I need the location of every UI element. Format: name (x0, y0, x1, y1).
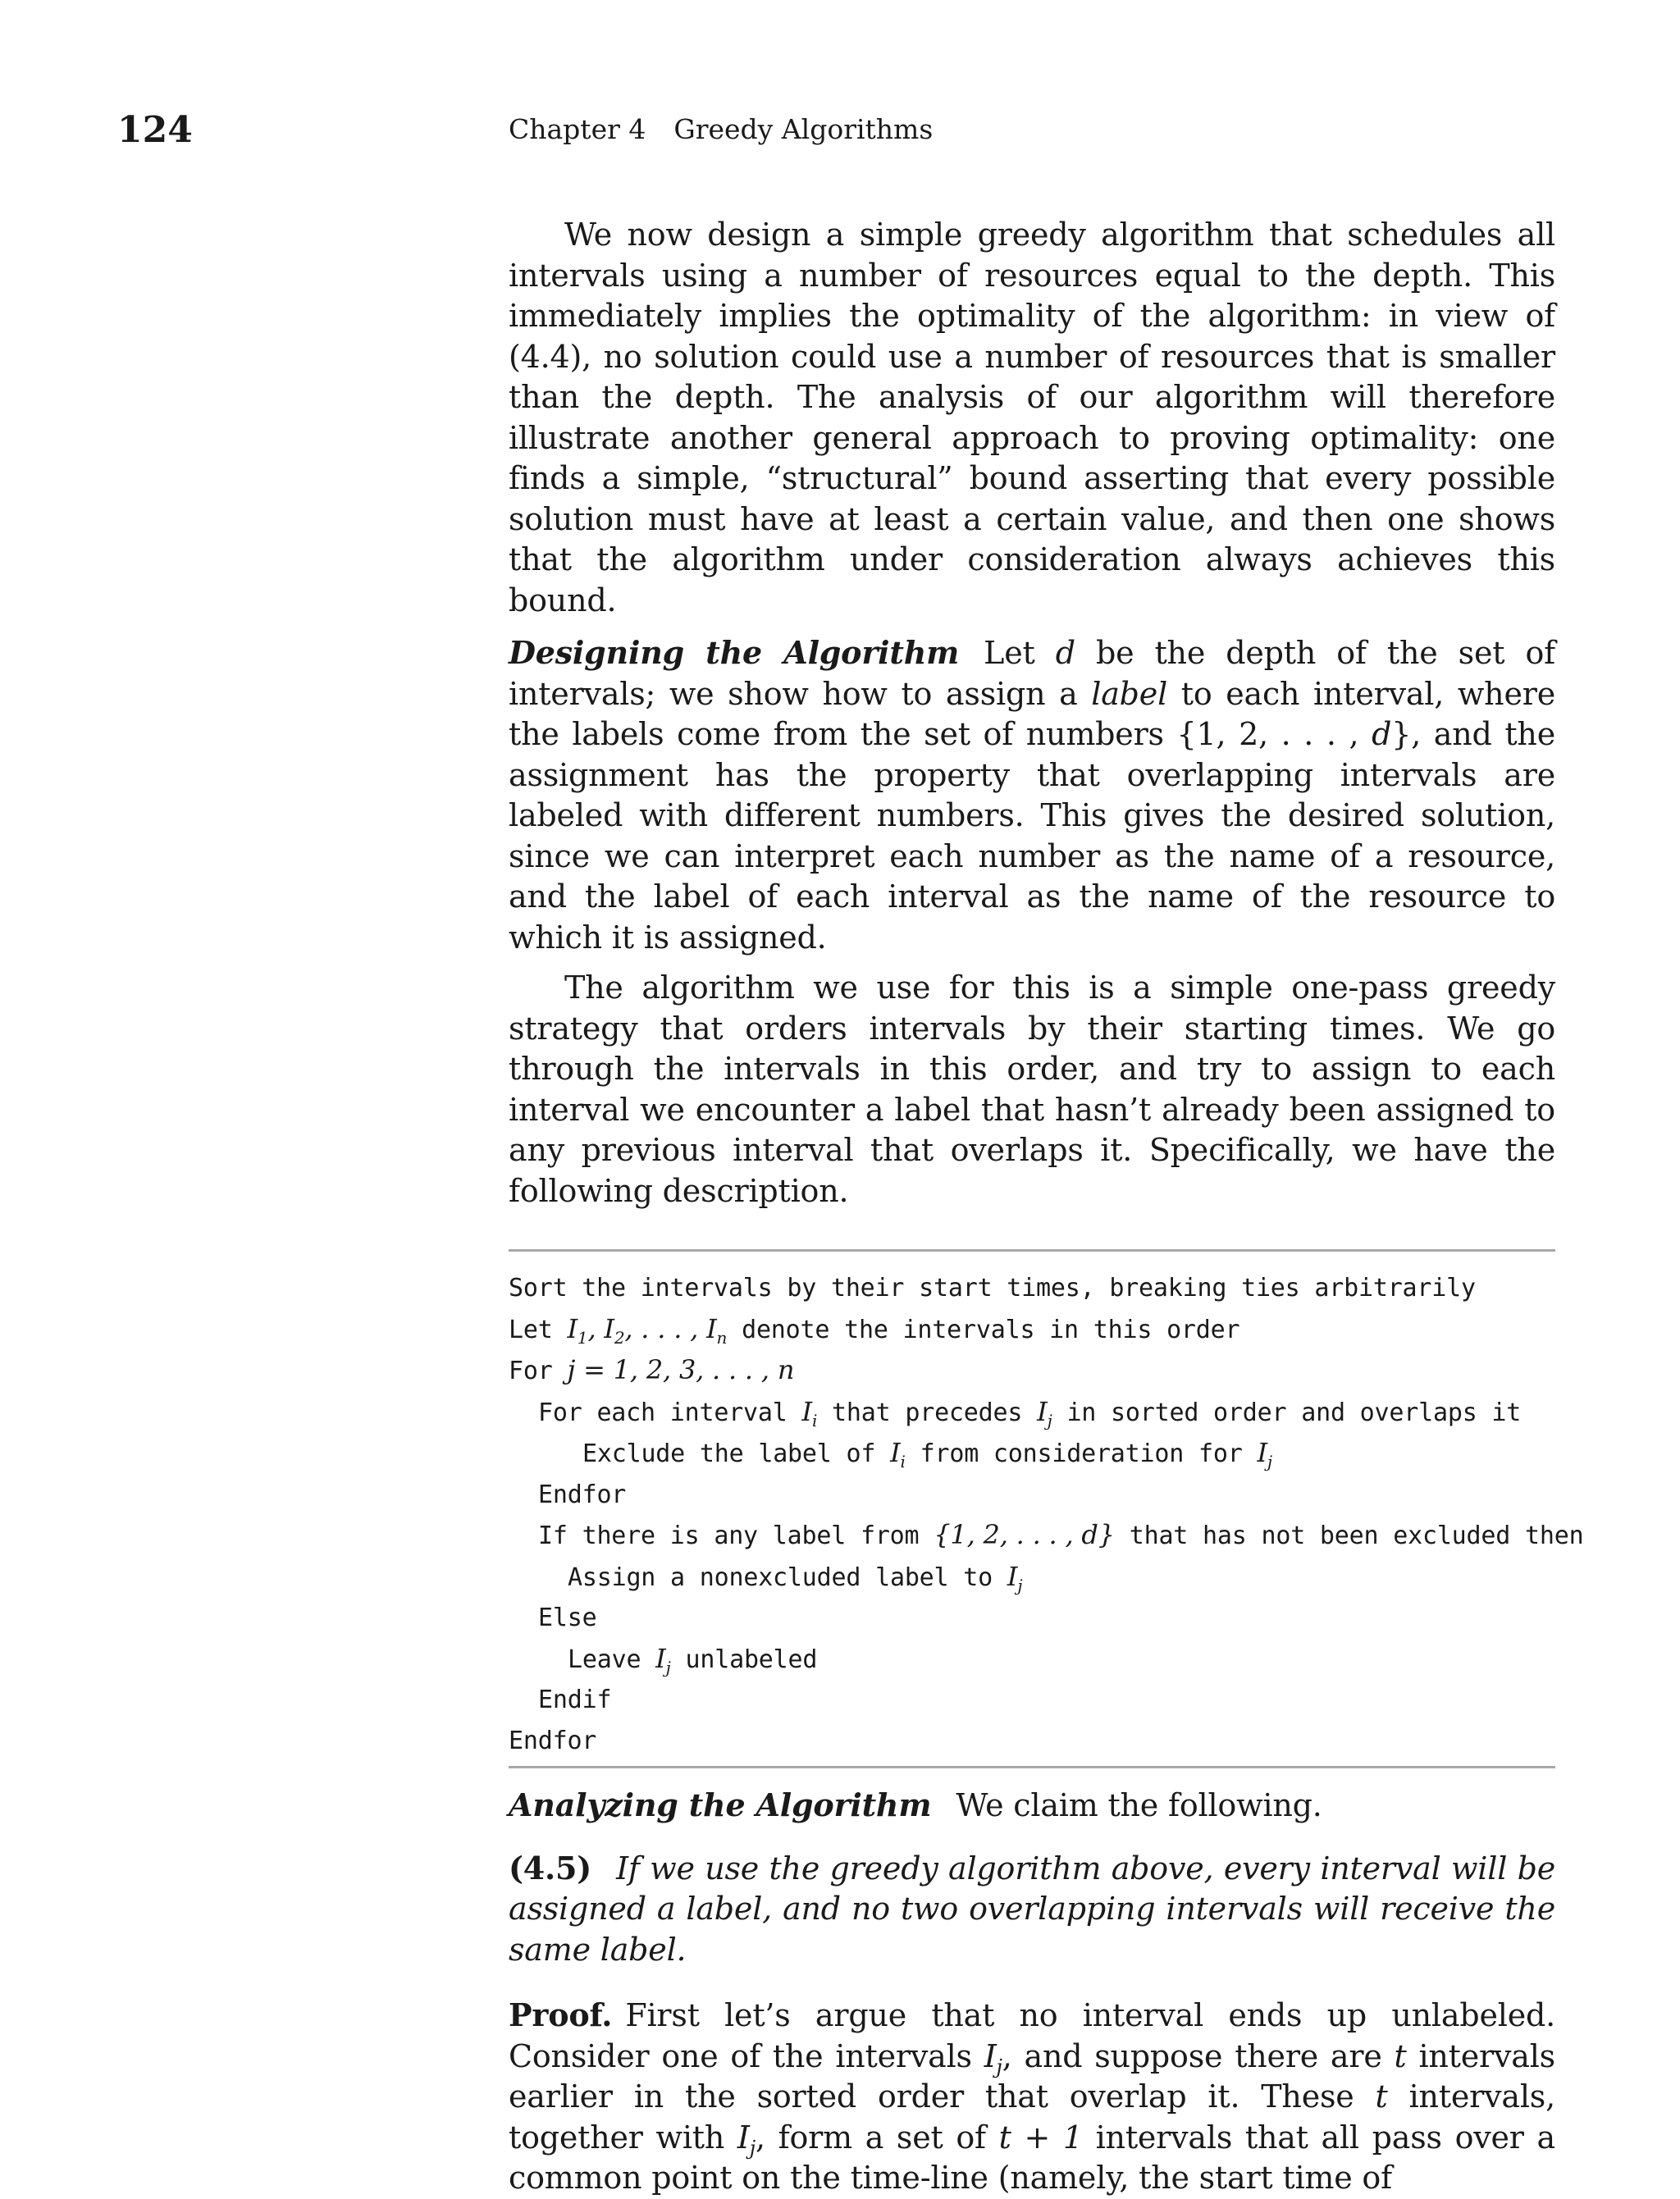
section-heading-designing: Designing the Algorithm (509, 634, 960, 671)
code-line: Assign a nonexcluded label to $I_j$ (568, 1560, 1023, 1595)
code-line: Endif (538, 1686, 612, 1714)
proof-paragraph: Proof. First let’s argue that no interval ends up unlabeled. Consider one of the intervals $I_j$, and suppose there are t intervals earlier in the sorted order that overlap it. These t intervals, together with $I_j$, form a set of t + 1 intervals that all pass over a common point on the time-line (namely, the start time of (509, 1996, 1555, 2196)
designing-paragraph: Designing the Algorithm Let d be the depth of the set of intervals; we show how to assign a label to each interval, where the labels come from the set of numbers {1, 2, . . . , d}, and the assignment has the property that overlapping intervals are labeled with different numbers. This gives the desired solution, since we can interpret each number as the name of a resource, and the label of each interval as the name of the resource to which it is assigned. (509, 634, 1555, 956)
pseudocode-bottom-rule (509, 1766, 1555, 1768)
pseudocode-block (509, 1252, 1584, 1761)
page-number: 124 (117, 109, 193, 151)
code-line: Exclude the label of $I_i$ from consideration for $I_j$ (582, 1437, 1272, 1471)
algorithm-paragraph: The algorithm we use for this is a simple one-pass greedy strategy that orders intervals by their starting times. We go through the intervals in this order, and try to assign to each interval we encounter a label that hasn’t already been assigned to any previous interval that overlaps it. Specifically, we have the following description. (509, 969, 1555, 1209)
code-line: Sort the intervals by their start times, breaking ties arbitrarily (509, 1274, 1476, 1303)
section-heading-analyzing: Analyzing the Algorithm (509, 1786, 932, 1823)
chapter-title: Greedy Algorithms (673, 113, 934, 145)
page-body (509, 215, 1584, 2199)
chapter-label: Chapter 4 (509, 113, 646, 145)
proof-label: Proof. (509, 1996, 613, 2033)
code-line: Leave $I_j$ unlabeled (568, 1642, 818, 1677)
code-line: Else (538, 1604, 597, 1632)
code-line: If there is any label from {1, 2, . . . , d} that has not been excluded then (538, 1519, 1584, 1550)
code-line: Endfor (538, 1480, 627, 1509)
code-line: Let $I_1$, $I_2$, . . . , $I_n$ denote the intervals in this order (509, 1312, 1240, 1348)
analyzing-paragraph: Analyzing the Algorithm We claim the following. (509, 1786, 1322, 1823)
running-head (509, 113, 933, 145)
intro-paragraph: We now design a simple greedy algorithm that schedules all intervals using a number of resources equal to the depth. This immediately implies the optimality of the algorithm: in view of (4.4), no solution could use a number of resources that is smaller than the depth. The analysis of our algorithm will therefore illustrate another general approach to proving optimality: one finds a simple, “structural” bound asserting that every possible solution must have at least a certain value, and then one shows that the algorithm under consideration always achieves this bound. (509, 217, 1555, 618)
claim-4-5 (509, 1848, 1555, 1971)
code-line: Endfor (509, 1726, 597, 1755)
code-line: For j = 1, 2, 3, . . . , n (509, 1354, 795, 1385)
claim-number: (4.5) (509, 1849, 592, 1886)
code-line: For each interval $I_i$ that precedes $I_j$ in sorted order and overlaps it (538, 1395, 1522, 1430)
label-term: label (1091, 675, 1168, 712)
claim-text: If we use the greedy algorithm above, every interval will be assigned a label, and no two overlapping intervals will receive the same label. (509, 1850, 1555, 1968)
